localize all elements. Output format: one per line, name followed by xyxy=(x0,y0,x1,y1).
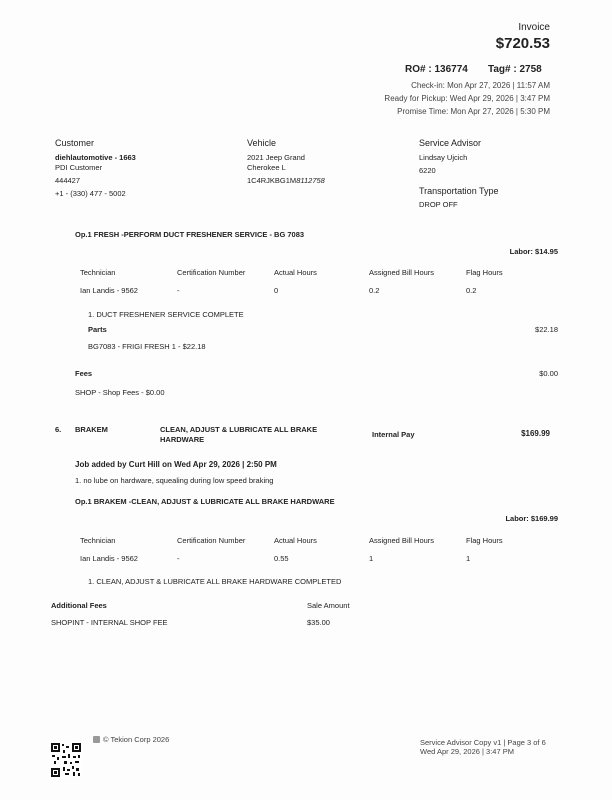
job6-cell-assigned: 1 xyxy=(369,554,374,563)
customer-type: PDI Customer xyxy=(55,163,103,172)
additional-fees-heading: Additional Fees xyxy=(51,601,107,610)
op1-note: 1. DUCT FRESHENER SERVICE COMPLETE xyxy=(88,310,244,319)
op1-cell-actual: 0 xyxy=(274,286,279,295)
job6-col-technician: Technician xyxy=(80,536,116,545)
job6-pay-type: Internal Pay xyxy=(372,430,415,439)
promise-time: Promise Time: Mon Apr 27, 2026 | 5:30 PM xyxy=(397,107,550,116)
customer-name: diehlautomotive - 1663 xyxy=(55,153,136,162)
tekion-logo-icon xyxy=(93,736,100,743)
op1-cell-assigned: 0.2 xyxy=(369,286,380,295)
op1-col-cert: Certification Number xyxy=(177,268,246,277)
vehicle-vin xyxy=(247,176,325,185)
op1-title: Op.1 FRESH -PERFORM DUCT FRESHENER SERVICE - BG 7083 xyxy=(75,230,305,239)
op1-col-assigned: Assigned Bill Hours xyxy=(369,268,435,277)
op1-fees-total: $0.00 xyxy=(539,369,558,378)
footer-date: Wed Apr 29, 2026 | 3:47 PM xyxy=(420,747,514,756)
job6-cell-technician: Ian Landis - 9562 xyxy=(80,554,138,563)
additional-fee-line: SHOPINT - INTERNAL SHOP FEE xyxy=(51,618,168,627)
transport-heading: Transportation Type xyxy=(419,186,499,196)
job6-col-flag: Flag Hours xyxy=(466,536,503,545)
op1-fees-heading: Fees xyxy=(75,369,93,378)
invoice-total: $720.53 xyxy=(495,35,550,52)
transport-value: DROP OFF xyxy=(419,200,458,209)
checkin-time: Check-in: Mon Apr 27, 2026 | 11:57 AM xyxy=(411,81,550,90)
job6-col-cert: Certification Number xyxy=(177,536,246,545)
advisor-heading: Service Advisor xyxy=(419,138,482,148)
job6-labor: Labor: $169.99 xyxy=(505,514,558,523)
op1-labor: Labor: $14.95 xyxy=(509,247,558,256)
vin-prefix: 1C4RJKBG1M xyxy=(247,176,297,185)
advisor-name: Lindsay Ujcich xyxy=(419,153,468,162)
op1-fee-line: SHOP - Shop Fees - $0.00 xyxy=(75,388,165,397)
sale-amount-heading: Sale Amount xyxy=(307,601,350,610)
vin-suffix: 8112758 xyxy=(296,176,325,185)
customer-phone: +1 - (330) 477 - 5002 xyxy=(55,189,126,198)
job6-col-assigned: Assigned Bill Hours xyxy=(369,536,435,545)
vehicle-heading: Vehicle xyxy=(247,138,277,148)
job6-desc-line2: HARDWARE xyxy=(160,435,205,444)
invoice-label: Invoice xyxy=(518,22,550,33)
job6-note: 1. CLEAN, ADJUST & LUBRICATE ALL BRAKE HARDWARE COMPLETED xyxy=(88,577,342,586)
op1-cell-cert: - xyxy=(177,286,180,295)
ro-number: RO# : 136774 xyxy=(405,64,468,75)
op1-col-actual: Actual Hours xyxy=(274,268,317,277)
job6-amount: $169.99 xyxy=(521,429,550,438)
additional-fee-amount: $35.00 xyxy=(307,618,330,627)
job6-cell-actual: 0.55 xyxy=(274,554,289,563)
job6-number: 6. xyxy=(55,425,62,434)
job6-cell-flag: 1 xyxy=(466,554,471,563)
customer-id: 444427 xyxy=(55,176,81,185)
op1-cell-flag: 0.2 xyxy=(466,286,477,295)
op1-col-flag: Flag Hours xyxy=(466,268,503,277)
job6-concern: 1. no lube on hardware, squealing during low speed braking xyxy=(75,476,274,485)
customer-heading: Customer xyxy=(55,138,95,148)
job6-col-actual: Actual Hours xyxy=(274,536,317,545)
vehicle-line1: 2021 Jeep Grand xyxy=(247,153,305,162)
advisor-number: 6220 xyxy=(419,166,436,175)
job6-cell-cert: - xyxy=(177,554,180,563)
ready-time: Ready for Pickup: Wed Apr 29, 2026 | 3:47 PM xyxy=(384,94,550,103)
qr-code-icon xyxy=(50,742,82,778)
job6-desc-line1: CLEAN, ADJUST & LUBRICATE ALL BRAKE xyxy=(160,425,318,434)
footer-copy: Service Advisor Copy v1 | Page 3 of 6 xyxy=(420,738,546,747)
vehicle-line2: Cherokee L xyxy=(247,163,286,172)
op1-parts-total: $22.18 xyxy=(535,325,558,334)
job6-op-title: Op.1 BRAKEM -CLEAN, ADJUST & LUBRICATE ALL BRAKE HARDWARE xyxy=(75,497,335,506)
op1-part-line: BG7083 - FRIGI FRESH 1 - $22.18 xyxy=(88,342,206,351)
footer-brand: © Tekion Corp 2026 xyxy=(93,735,169,744)
op1-parts-heading: Parts xyxy=(88,325,107,334)
op1-col-technician: Technician xyxy=(80,268,116,277)
job6-added: Job added by Curt Hill on Wed Apr 29, 2026 | 2:50 PM xyxy=(75,460,277,469)
job6-code: BRAKEM xyxy=(75,425,108,434)
tag-number: Tag# : 2758 xyxy=(488,64,542,75)
op1-cell-technician: Ian Landis - 9562 xyxy=(80,286,138,295)
